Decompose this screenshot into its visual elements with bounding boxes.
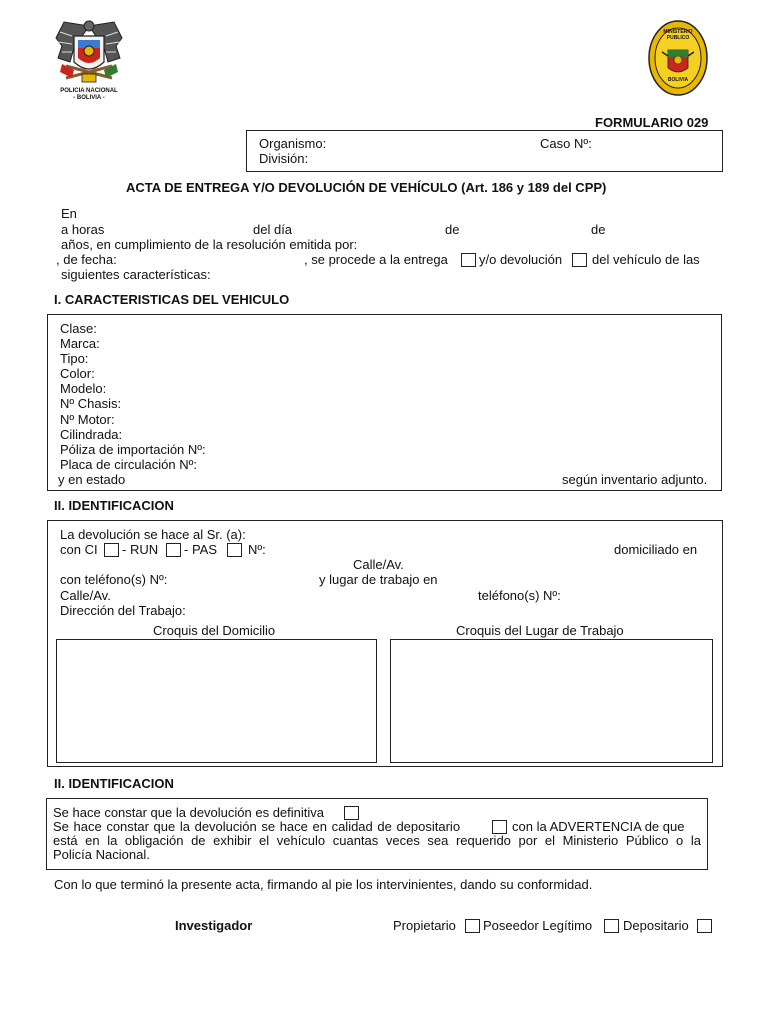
constancia-line4: Policía Nacional. xyxy=(53,847,150,862)
constancia-line3: está en la obligación de exhibir el vehículo cuantas veces sea requerido por el Ministerio Público o la xyxy=(53,833,701,848)
ministerio-logo xyxy=(648,20,708,96)
run-label: - RUN xyxy=(122,542,159,557)
numero-label: Nº: xyxy=(248,542,266,557)
pas-checkbox[interactable] xyxy=(227,543,242,557)
field-marca: Marca: xyxy=(60,336,100,351)
field-color: Color: xyxy=(60,366,95,381)
division-label: División: xyxy=(259,151,309,166)
document-title: ACTA DE ENTREGA Y/O DEVOLUCIÓN DE VEHÍCULO (Art. 186 y 189 del CPP) xyxy=(126,180,607,195)
devolucion-checkbox[interactable] xyxy=(572,253,587,267)
constancia-line1: Se hace constar que la devolución es definitiva xyxy=(53,805,325,820)
organismo-label: Organismo: xyxy=(259,136,327,151)
intro-de-1: de xyxy=(445,222,460,237)
depositario-label: Depositario xyxy=(623,918,689,933)
croquis-trabajo-label: Croquis del Lugar de Trabajo xyxy=(456,623,624,638)
depositario-checkbox[interactable] xyxy=(492,820,507,834)
ministerio-logo-bottom: BOLIVIA xyxy=(667,77,689,83)
field-modelo: Modelo: xyxy=(60,381,107,396)
investigador-label: Investigador xyxy=(175,918,253,933)
intro-de-fecha: , de fecha: xyxy=(56,252,117,267)
constancia-line2a: Se hace constar que la devolución se hace en calidad de depositario xyxy=(53,819,461,834)
devolucion-sr-label: La devolución se hace al Sr. (a): xyxy=(60,527,246,542)
intro-siguientes: siguientes características: xyxy=(61,267,211,282)
calle-av-label: Calle/Av. xyxy=(60,588,111,603)
depositario-signature-checkbox[interactable] xyxy=(697,919,712,933)
run-checkbox[interactable] xyxy=(166,543,181,557)
police-logo xyxy=(52,18,126,102)
calle-av-center-label: Calle/Av. xyxy=(353,557,404,572)
propietario-label: Propietario xyxy=(393,918,456,933)
direccion-trabajo-label: Dirección del Trabajo: xyxy=(60,603,186,618)
police-logo-line1: POLICIA NACIONAL xyxy=(60,88,118,94)
field-tipo: Tipo: xyxy=(60,351,89,366)
police-logo-line2: - BOLIVIA - xyxy=(73,95,105,101)
field-chasis: Nº Chasis: xyxy=(60,396,122,411)
police-shield-emblem-icon xyxy=(52,18,126,90)
field-cilindrada: Cilindrada: xyxy=(60,427,123,442)
croquis-domicilio-label: Croquis del Domicilio xyxy=(153,623,276,638)
definitiva-checkbox[interactable] xyxy=(344,806,359,820)
field-motor: Nº Motor: xyxy=(60,412,115,427)
ministerio-logo-top: MINISTERIO PUBLICO xyxy=(663,29,693,41)
section3-heading: II. IDENTIFICACION xyxy=(54,776,174,791)
telefono2-label: teléfono(s) Nº: xyxy=(478,588,561,603)
ci-checkbox[interactable] xyxy=(104,543,119,557)
domiciliado-label: domiciliado en xyxy=(614,542,698,557)
lugar-trabajo-label: y lugar de trabajo en xyxy=(319,572,438,587)
poseedor-label: Poseedor Legítimo xyxy=(483,918,593,933)
poseedor-checkbox[interactable] xyxy=(604,919,619,933)
field-y-en-estado: y en estado xyxy=(58,472,126,487)
intro-del-dia: del día xyxy=(253,222,293,237)
field-clase: Clase: xyxy=(60,321,97,336)
closing-text: Con lo que terminó la presente acta, firmando al pie los intervinientes, dando su conformidad. xyxy=(54,877,593,892)
croquis-domicilio-box[interactable] xyxy=(56,639,377,763)
telefono-label: con teléfono(s) Nº: xyxy=(60,572,168,587)
intro-anos: años, en cumplimiento de la resolución emitida por: xyxy=(61,237,358,252)
intro-a-horas: a horas xyxy=(61,222,105,237)
constancia-line2b: con la ADVERTENCIA de que xyxy=(512,819,685,834)
caso-label: Caso Nº: xyxy=(540,136,592,151)
section1-heading: I. CARACTERISTICAS DEL VEHICULO xyxy=(54,292,290,307)
field-segun-inventario: según inventario adjunto. xyxy=(562,472,708,487)
field-poliza: Póliza de importación Nº: xyxy=(60,442,206,457)
propietario-checkbox[interactable] xyxy=(465,919,480,933)
field-placa: Placa de circulación Nº: xyxy=(60,457,197,472)
intro-del-vehiculo: del vehículo de las xyxy=(592,252,700,267)
pas-label: - PAS xyxy=(184,542,217,557)
entrega-checkbox[interactable] xyxy=(461,253,476,267)
con-ci-label: con CI xyxy=(60,542,98,557)
croquis-trabajo-box[interactable] xyxy=(390,639,713,763)
intro-procede: , se procede a la entrega xyxy=(304,252,448,267)
intro-en: En xyxy=(61,206,77,221)
intro-de-2: de xyxy=(591,222,606,237)
section2-heading: II. IDENTIFICACION xyxy=(54,498,174,513)
form-number: FORMULARIO 029 xyxy=(595,115,709,130)
intro-yo-devolucion: y/o devolución xyxy=(479,252,563,267)
